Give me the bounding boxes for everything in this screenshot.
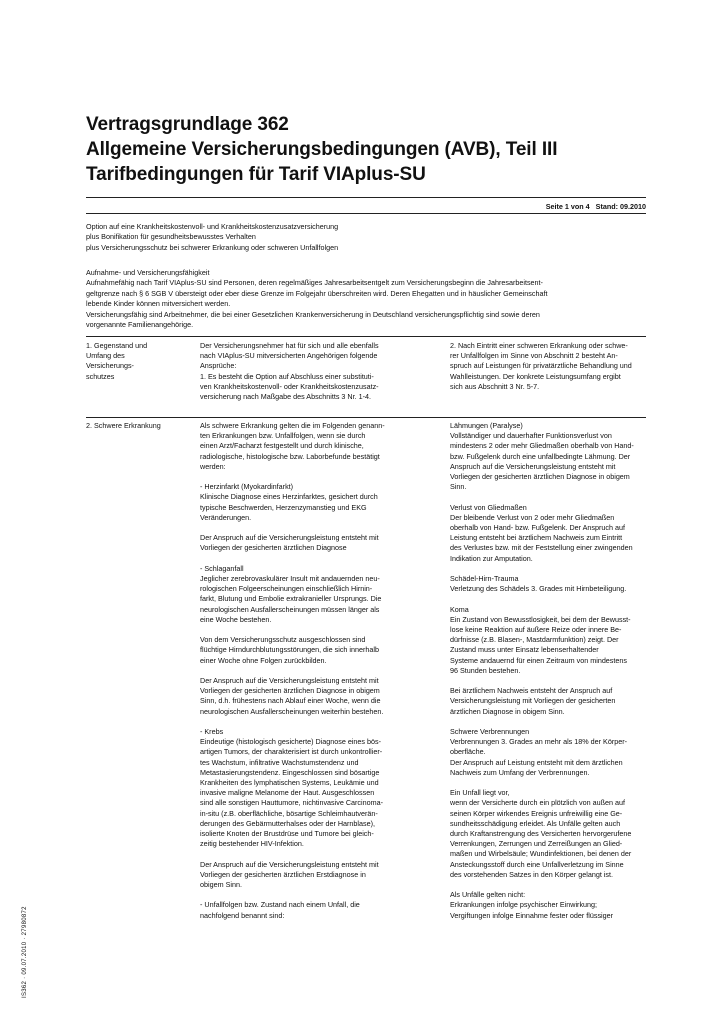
text-line: Schwere Verbrennungen [450,727,530,737]
section-1-label: 1. Gegenstand und Umfang des Versicherungs- schutzes [86,341,148,381]
text-line: Verbrennungen 3. Grades an mehr als 18% der Körper- [450,737,627,747]
paragraph-gap [450,880,646,890]
text-line: Versicherungsleistung mit Vorliegen der gesicherten [450,696,616,706]
text-line: Der Anspruch auf die Versicherungsleistung entsteht mit [200,676,379,685]
text-line: Vorliegen der gesicherten ärztlichen Diagnose in obigem [450,472,630,482]
text-line: mindestens 2 oder mehr Gliedmaßen oberhalb von Hand- [450,441,634,451]
text-line: rologischen Folgeerscheinungen einschließlich Hirnin- [200,584,373,594]
text-line: isolierte Knoten der Brustdrüse und Tumore bei gleich- [200,829,374,839]
text-line: radiologische, histologische bzw. Laborbefunde bestätigt [200,451,380,461]
text-line: Der Versicherungsnehmer hat für sich und alle ebenfalls [200,341,379,350]
text-line: sundheitsschädigung erleidet. Als Unfälle gelten auch [450,818,621,828]
text-line: rer Unfallfolgen im Sinne von Abschnitt 2 besteht An- [450,351,618,361]
text-line: ärztlichen Diagnose in obigem Sinn. [450,706,565,716]
paragraph-gap [200,554,448,564]
text-line: Ansteckungsstoff durch eine Unfallverletzung im Sinne [450,859,624,869]
text-line: Als Unfälle gelten nicht: [450,890,526,900]
header-divider [86,213,646,214]
text-line: lose keine Reaktion auf äußere Reize oder innere Be- [450,625,622,635]
text-line: 2. Nach Eintritt einer schweren Erkrankung oder schwe- [450,341,628,350]
paragraph-gap [450,564,646,574]
text-line: Verletzung des Schädels 3. Grades mit Hirnbeteiligung. [450,584,627,594]
text-line: zeitig bestehender HIV-Infektion. [200,839,304,849]
title-divider [86,197,646,198]
text-line: Verlust von Gliedmaßen [450,502,527,512]
intro-line: plus Bonifikation für gesundheitsbewusstes Verhalten [86,232,256,242]
paragraph-gap [200,717,448,727]
intro-line: Option auf eine Krankheitskostenvoll- und Krankheitskostenzusatzversicherung [86,222,339,231]
text-line: Der bleibende Verlust von 2 oder mehr Gliedmaßen [450,512,615,522]
text-line: Klinische Diagnose eines Herzinfarktes, gesichert durch [200,492,378,502]
text-line: eine Woche bestehen. [200,614,272,624]
paragraph-gap [200,625,448,635]
text-line: Koma [450,604,469,614]
text-line: in-situ (z.B. oberflächliche, bösartige Schleimhautverän- [200,808,378,818]
eligibility-line: vorgenannte Familienangehörige. [86,320,194,330]
paragraph-gap [200,472,448,482]
text-line: versicherung nach Maßgabe des Abschnitts 3 Nr. 1-4. [200,392,371,402]
text-line: Veränderungen. [200,512,252,522]
intro-block [86,222,646,253]
text-line: Als schwere Erkrankung gelten die im Folgenden genann- [200,421,385,430]
text-line: nach VIAplus-SU mitversicherten Angehörigen folgende [200,351,378,361]
text-line: - Herzinfarkt (Myokardinfarkt) [200,482,294,492]
text-line: Nachweis zum Umfang der Verbrennungen. [450,767,590,777]
text-line: - Krebs [200,727,224,736]
text-line: durch Kraftanstrengung des Versicherten hervorgerufene [450,829,632,839]
section-1-divider [86,336,646,337]
text-line: Indikation zur Amputation. [450,553,533,563]
text-line: invasive maligne Melanome der Haut. Ausgeschlossen [200,788,375,798]
text-line: Bei ärztlichem Nachweis entsteht der Anspruch auf [450,686,613,696]
text-line: - Schlaganfall [200,563,244,573]
eligibility-line: geltgrenze nach § 6 SGB V übersteigt oder eber diese Grenze im Folgejahr überschreiten wird. Deren Ehegatten und in häuslicher Gemeinschaft [86,288,548,298]
text-line: tes Wachstum, infiltrative Wachstumstendenz und [200,757,359,767]
section-2-column-2 [200,421,448,921]
text-line: einen Arzt/Facharzt festgestellt und durch klinische, [200,441,364,451]
text-line: maßen und Wirbelsäule; Wundinfektionen, bei denen der [450,849,632,859]
side-reference-code: IS362 · 09.07.2010 · 27980872 [22,906,28,998]
text-line: Leistung entsteht bei ärztlichem Nachweis zum Eintritt [450,533,623,543]
page-number: Seite 1 von 4 [545,202,590,211]
text-line: 96 Stunden bestehen. [450,665,521,675]
text-line: Jeglicher zerebrovaskulärer Insult mit andauernden neu- [200,574,380,583]
text-line: Wahlleistungen. Der konkrete Leistungsumfang ergibt [450,371,621,381]
text-line: des vorstehenden Satzes in den Körper gelangt ist. [450,869,614,879]
text-line: oberfläche. [450,747,486,757]
text-line: Vorliegen der gesicherten ärztlichen Erstdiagnose in [200,869,366,879]
text-line: Ein Zustand von Bewusstlosigkeit, bei dem der Bewusst- [450,614,631,624]
document-title [86,112,646,187]
paragraph-gap [450,492,646,502]
eligibility-line: lebende Kinder können mitversichert werden. [86,299,231,309]
text-line: Verrenkungen, Zerrungen und Zerreißungen an Glied- [450,839,623,849]
text-line: wenn der Versicherte durch ein plötzlich von außen auf [450,798,625,808]
text-line: obigem Sinn. [200,880,242,890]
text-line: Der Anspruch auf die Versicherungsleistung entsteht mit [200,533,379,543]
text-line: derungen des Gebärmutterhalses oder der Harnblase), [200,818,375,828]
paragraph-gap [200,849,448,859]
eligibility-line: Aufnahmefähig nach Tarif VIAplus-SU sind Personen, deren regelmäßiges Jahresarbeitsentgelt zum Versicherungsbeginn die Jahresarbeitsent- [86,278,543,288]
text-line: ven Krankheitskostenvoll- oder Krankheitskostenzusatz- [200,381,379,391]
text-line: dürfnisse (z.B. Blasen-, Mastdarmfunktion) zeigt. Der [450,635,619,645]
text-line: Der Anspruch auf Leistung entsteht mit dem ärztlichen [450,757,623,767]
text-line: flüchtige Hirndurchblutungsstörungen, die sich innerhalb [200,645,379,655]
text-line: Sinn. [450,482,467,492]
text-line: neurologischen Ausfallerscheinungen weiterhin bestehen. [200,706,384,716]
text-line: des Verlustes bzw. mit der Feststellung einer zwingenden [450,543,633,553]
text-line: einer Woche ohne Folgen zurückbilden. [200,655,327,665]
text-line: oberhalb von Hand- bzw. Fußgelenk. Der Anspruch auf [450,523,625,533]
text-line: typische Beschwerden, Herzenzymanstieg und EKG [200,502,367,512]
text-line: Sinn, d.h. frühestens nach Ablauf einer Woche, wenn die [200,696,381,706]
text-line: neurologischen Ausfallerscheinungen müssen länger als [200,604,380,614]
text-line: artigen Tumors, der charakterisiert ist durch unkontrollier- [200,747,383,757]
text-line: Ansprüche: [200,361,237,371]
section-1-column-2 [200,341,448,402]
section-2-label: 2. Schwere Erkrankung [86,421,161,430]
text-line: Lähmungen (Paralyse) [450,421,523,430]
text-line: Vergiftungen infolge Einnahme fester oder flüssiger [450,910,614,920]
text-line: farkt, Blutung und Embolie extrakranieller Ursprungs. Die [200,594,382,604]
eligibility-block [86,268,646,330]
text-line: Von dem Versicherungsschutz ausgeschlossen sind [200,635,366,645]
paragraph-gap [450,594,646,604]
text-line: Vorliegen der gesicherten ärztlichen Diagnose [200,543,347,553]
paragraph-gap [450,778,646,788]
text-line: nachfolgend benannt sind: [200,910,285,920]
text-line: seinen Körper wirkendes Ereignis unfreiwillig eine Ge- [450,808,623,818]
paragraph-gap [200,666,448,676]
page-info [542,202,646,211]
section-1-column-3 [450,341,646,392]
text-line: ten Erkrankungen bzw. Unfallfolgen, wenn sie durch [200,431,366,441]
text-line: Anspruch auf die Versicherungsleistung entsteht mit [450,461,616,471]
title-line-1: Vertragsgrundlage 362 [86,114,289,135]
title-line-2: Allgemeine Versicherungsbedingungen (AVB), Teil III [86,139,558,160]
eligibility-heading: Aufnahme- und Versicherungsfähigkeit [86,268,210,277]
text-line: Vollständiger und dauerhafter Funktionsverlust von [450,431,612,441]
text-line: sind alle sonstigen Hauttumore, nichtinvasive Carcinoma- [200,798,383,808]
text-line: Schädel-Hirn-Trauma [450,574,519,584]
section-2-column-3 [450,421,646,921]
text-line: Erkrankungen infolge psychischer Einwirkung; [450,900,598,910]
intro-line: plus Versicherungsschutz bei schwerer Erkrankung oder schweren Unfallfolgen [86,242,339,252]
text-line: 1. Es besteht die Option auf Abschluss einer substituti- [200,371,374,381]
paragraph-gap [200,523,448,533]
text-line: spruch auf Leistungen für privatärztliche Behandlung und [450,361,632,371]
text-line: - Unfallfolgen bzw. Zustand nach einem Unfall, die [200,900,360,910]
text-line: Systeme andauernd für einen Zeitraum von mindestens [450,655,627,665]
paragraph-gap [450,676,646,686]
text-line: Metastasierungstendenz. Eingeschlossen sind bösartige [200,767,380,777]
text-line: Vorliegen der gesicherten ärztlichen Diagnose in obigem [200,686,380,696]
text-line: bzw. Fußgelenk durch eine unfallbedingte Lähmung. Der [450,451,631,461]
paragraph-gap [200,890,448,900]
text-line: Krankheiten des lymphatischen Systems, Leukämie und [200,778,379,788]
text-line: Eindeutige (histologisch gesicherte) Diagnose eines bös- [200,737,381,747]
section-2-divider [86,417,646,418]
text-line: Ein Unfall liegt vor, [450,788,510,798]
title-line-3: Tarifbedingungen für Tarif VIAplus-SU [86,164,426,185]
version-date: Stand: 09.2010 [595,202,646,211]
text-line: Der Anspruch auf die Versicherungsleistung entsteht mit [200,859,379,869]
text-line: sich aus Abschnitt 3 Nr. 5-7. [450,381,540,391]
eligibility-line: Versicherungsfähig sind Arbeitnehmer, die bei einer Gesetzlichen Krankenversicherung in Deutschland versicherungspflichtig sind sowie deren [86,309,540,319]
text-line: Zustand muss unter Einsatz lebenserhaltender [450,645,599,655]
paragraph-gap [450,717,646,727]
text-line: werden: [200,461,226,471]
